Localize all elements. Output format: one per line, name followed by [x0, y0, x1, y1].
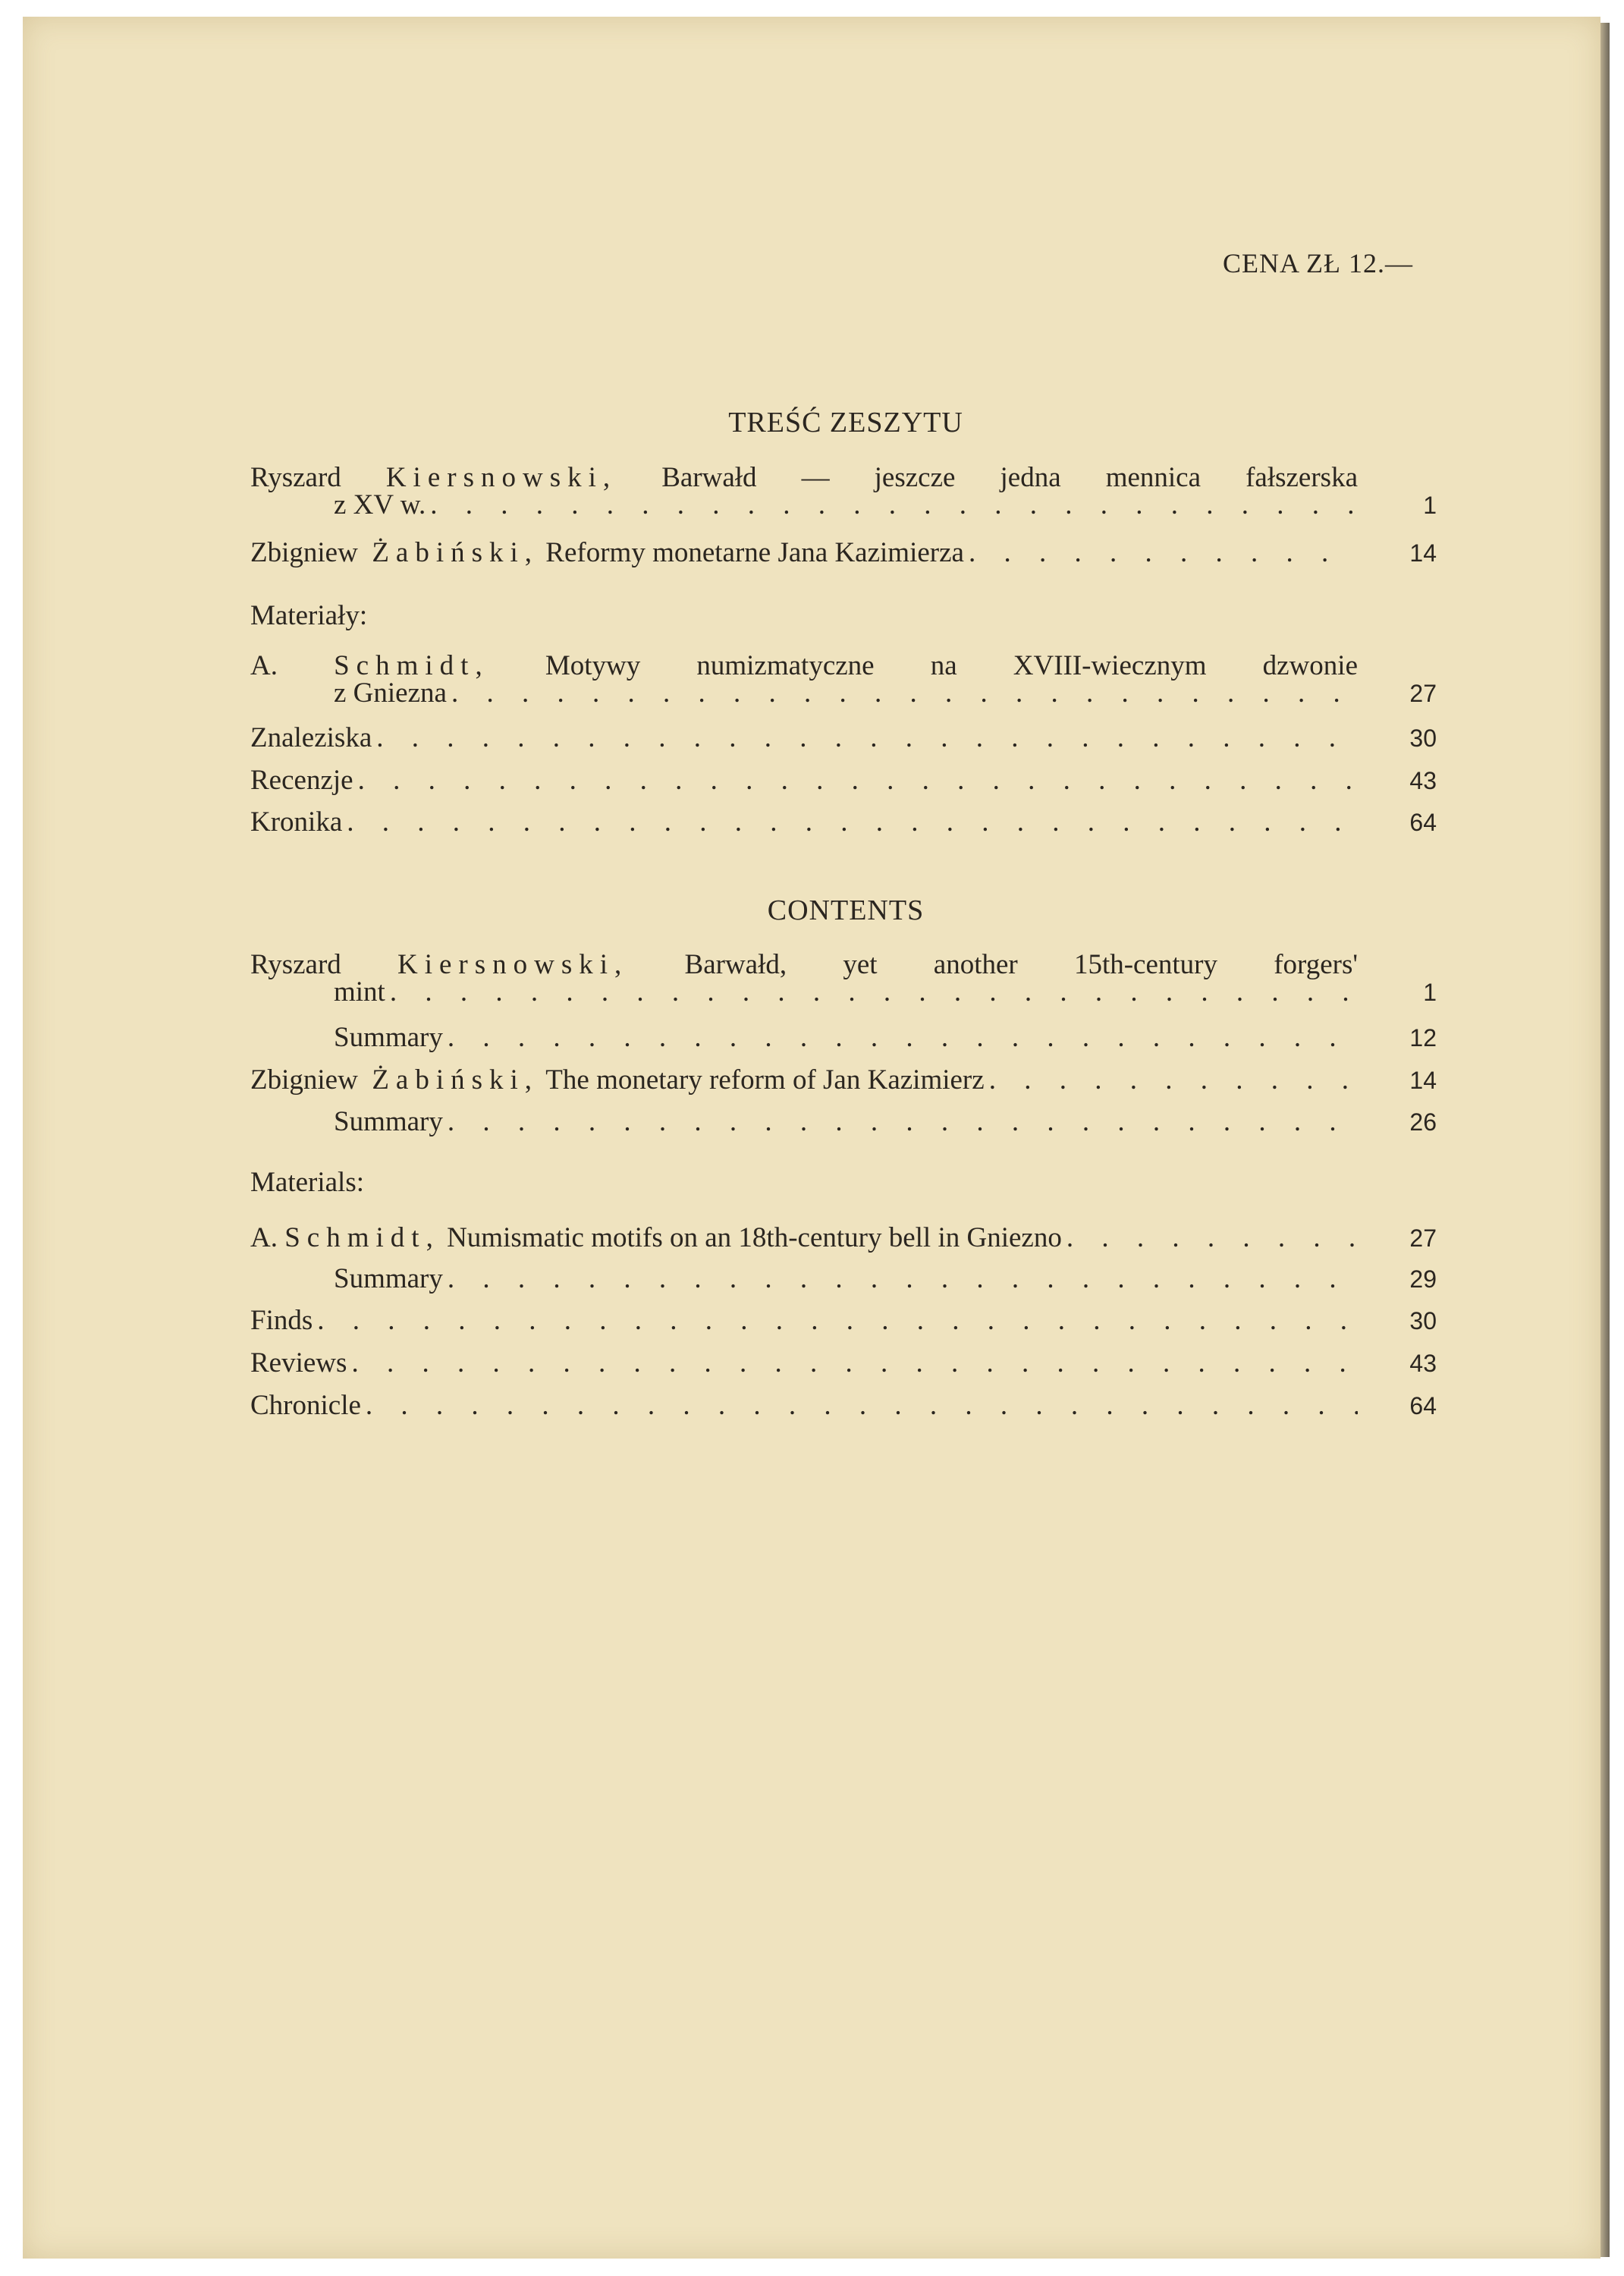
toc-entry-pl-6 — [250, 806, 1441, 838]
materials-label-en: Materials: — [250, 1167, 365, 1198]
toc-entry-en-2-summary — [250, 1108, 1441, 1136]
author-surname: Schmidt, — [334, 650, 489, 681]
toc-entry-pl-5 — [250, 767, 1441, 794]
page-number: 30 — [1409, 725, 1437, 752]
materials-label-pl: Materiały: — [250, 600, 368, 631]
author-first-name: A. — [250, 1222, 278, 1253]
author-surname: Kiersnowski, — [397, 949, 629, 980]
toc-entry-en-5 — [250, 1347, 1441, 1378]
leader-dots — [376, 725, 1358, 752]
toc-entry-en-4 — [250, 1307, 1441, 1334]
page-number: 27 — [1409, 1224, 1437, 1252]
page-number: 12 — [1409, 1024, 1437, 1052]
entry-title: Znaleziska — [250, 722, 372, 753]
entry-title: Barwałd — jeszcze jedna mennica fałszerska — [661, 462, 1358, 493]
page-edge — [1600, 23, 1610, 2257]
entry-title: The monetary reform of Jan Kazimierz — [545, 1064, 985, 1096]
page-number: 29 — [1409, 1265, 1437, 1293]
toc-entry-en-1-summary — [250, 1024, 1441, 1052]
author-first-name: Zbigniew — [250, 1064, 358, 1096]
page-number: 27 — [1409, 680, 1437, 707]
page-number: 43 — [1409, 767, 1437, 794]
leader-dots — [448, 1265, 1358, 1293]
toc-entry-en-3 — [250, 1224, 1441, 1252]
toc-entry-en-1 — [250, 951, 1441, 1006]
page-number: 26 — [1409, 1108, 1437, 1136]
author-first-name: Zbigniew — [250, 537, 358, 568]
page-number: 14 — [1409, 539, 1437, 567]
entry-title: Chronicle — [250, 1390, 361, 1421]
author-surname: Żabiński, — [372, 1064, 539, 1096]
toc-entry-pl-4 — [250, 722, 1441, 753]
polish-contents-heading: TREŚĆ ZESZYTU — [728, 407, 963, 439]
page-number: 14 — [1409, 1067, 1437, 1094]
entry-title-continued: z Gniezna — [334, 677, 447, 709]
author-first-name: Ryszard — [250, 462, 341, 493]
toc-entry-pl-2 — [250, 539, 1441, 567]
entry-title: Summary — [334, 1263, 443, 1294]
journal-back-cover — [23, 17, 1600, 2259]
page-number: 1 — [1423, 492, 1437, 519]
leader-dots — [390, 979, 1358, 1006]
leader-dots — [451, 680, 1358, 707]
english-contents-heading: CONTENTS — [767, 894, 925, 926]
entry-title: Recenzje — [250, 765, 353, 796]
toc-entry-pl-3 — [250, 652, 1441, 707]
toc-entry-en-2 — [250, 1064, 1441, 1096]
page-number: 43 — [1409, 1350, 1437, 1377]
leader-dots — [448, 1108, 1358, 1136]
entry-title-continued: z XV w. — [334, 489, 426, 520]
page-number: 30 — [1409, 1307, 1437, 1334]
page-number: 1 — [1423, 979, 1437, 1006]
entry-title: Motywy numizmatyczne na XVIII-wiecznym dzwonie — [545, 650, 1358, 681]
leader-dots — [430, 492, 1358, 519]
entry-title: Kronika — [250, 806, 343, 838]
leader-dots — [448, 1024, 1358, 1052]
entry-title: Reviews — [250, 1347, 347, 1378]
toc-entry-pl-1 — [250, 464, 1441, 519]
entry-title: Barwałd, yet another 15th-century forgers' — [684, 949, 1359, 980]
leader-dots — [366, 1392, 1358, 1419]
leader-dots — [1066, 1224, 1358, 1252]
entry-title: Reformy monetarne Jana Kazimierza — [545, 537, 964, 568]
entry-title-continued: mint — [334, 976, 385, 1008]
leader-dots — [351, 1350, 1358, 1377]
leader-dots — [358, 767, 1358, 794]
entry-title: Summary — [334, 1106, 443, 1137]
leader-dots — [969, 539, 1358, 567]
entry-title: Numismatic motifs on an 18th-century bell in Gniezno — [447, 1222, 1062, 1253]
leader-dots — [317, 1307, 1358, 1334]
page-number: 64 — [1409, 809, 1437, 836]
leader-dots — [989, 1067, 1358, 1094]
entry-title: Summary — [334, 1022, 443, 1053]
toc-entry-en-6 — [250, 1392, 1441, 1419]
author-first-name: A. — [250, 650, 278, 681]
toc-entry-en-3-summary — [250, 1265, 1441, 1293]
entry-title: Finds — [250, 1305, 313, 1336]
author-surname: Schmidt, — [284, 1222, 440, 1253]
leader-dots — [347, 809, 1358, 836]
page-number: 64 — [1409, 1392, 1437, 1419]
price-label: CENA ZŁ 12.— — [1223, 248, 1413, 278]
author-first-name: Ryszard — [250, 949, 341, 980]
author-surname: Żabiński, — [372, 537, 539, 568]
author-surname: Kiersnowski, — [385, 462, 617, 493]
